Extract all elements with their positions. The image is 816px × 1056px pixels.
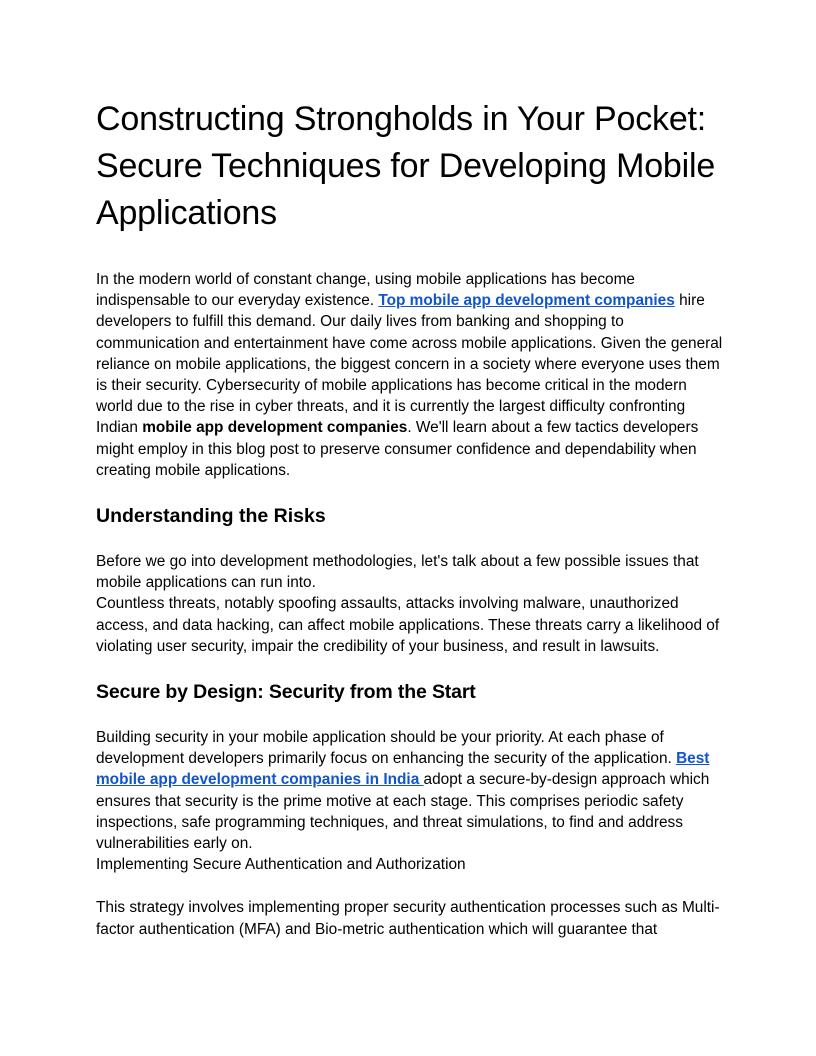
intro-text-1: In the modern world of constant change, using mobile applications has become indispensable to our everyday existence. — [96, 271, 635, 310]
secure-design-heading: Secure by Design: Security from the Start — [96, 681, 476, 704]
design-text-1: Building security in your mobile application should be your priority. At each phase of development developers primarily focus on enhancing the security of the application. — [96, 729, 677, 768]
design-text-2: adopt a secure-by-design approach which ensures that security is the prime motive at each stage. This comprises periodic safety inspections, safe programming techniques, and threat simulations, to find and address vulnerabilities early on. — [96, 771, 710, 853]
intro-text-3: . We'll learn about a few tactics developers might employ in this blog post to preserve consumer confidence and dependability when creating mobile applications. — [96, 419, 699, 479]
intro-bold-phrase: mobile app development companies — [142, 419, 408, 437]
document-title: Constructing Strongholds in Your Pocket: Secure Techniques for Developing Mobile Applications — [96, 100, 716, 232]
risks-heading: Understanding the Risks — [96, 505, 326, 528]
risks-paragraph-2: Countless threats, notably spoofing assaults, attacks involving malware, unauthorized access, and data hacking, can affect mobile applications. These threats carry a likelihood of violating user security, impair the credibility of your business, and result in lawsuits. — [96, 595, 720, 655]
auth-subline: Implementing Secure Authentication and Authorization — [96, 856, 466, 874]
secure-design-paragraph — [96, 727, 726, 854]
risks-paragraph-1: Before we go into development methodologies, let's talk about a few possible issues that mobile applications can run into. — [96, 553, 699, 592]
intro-paragraph — [96, 269, 726, 481]
auth-paragraph: This strategy involves implementing proper security authentication processes such as Multi-factor authentication (MFA) and Bio-metric authentication which will guarantee that — [96, 899, 720, 938]
top-mobile-app-companies-link[interactable]: Top mobile app development companies — [378, 292, 675, 310]
document-page — [96, 96, 726, 940]
intro-text-2: hire developers to fulfill this demand. Our daily lives from banking and shopping to communication and entertainment have come across mobile applications. Given the general reliance on mobile applications, the biggest concern in a society where everyone uses them is their security. Cybersecurity of mobile applications has become critical in the modern world due to the rise in cyber threats, and it is currently the largest difficulty confronting Indian — [96, 292, 723, 437]
best-mobile-app-companies-india-link[interactable]: Best mobile app development companies in India — [96, 750, 710, 789]
